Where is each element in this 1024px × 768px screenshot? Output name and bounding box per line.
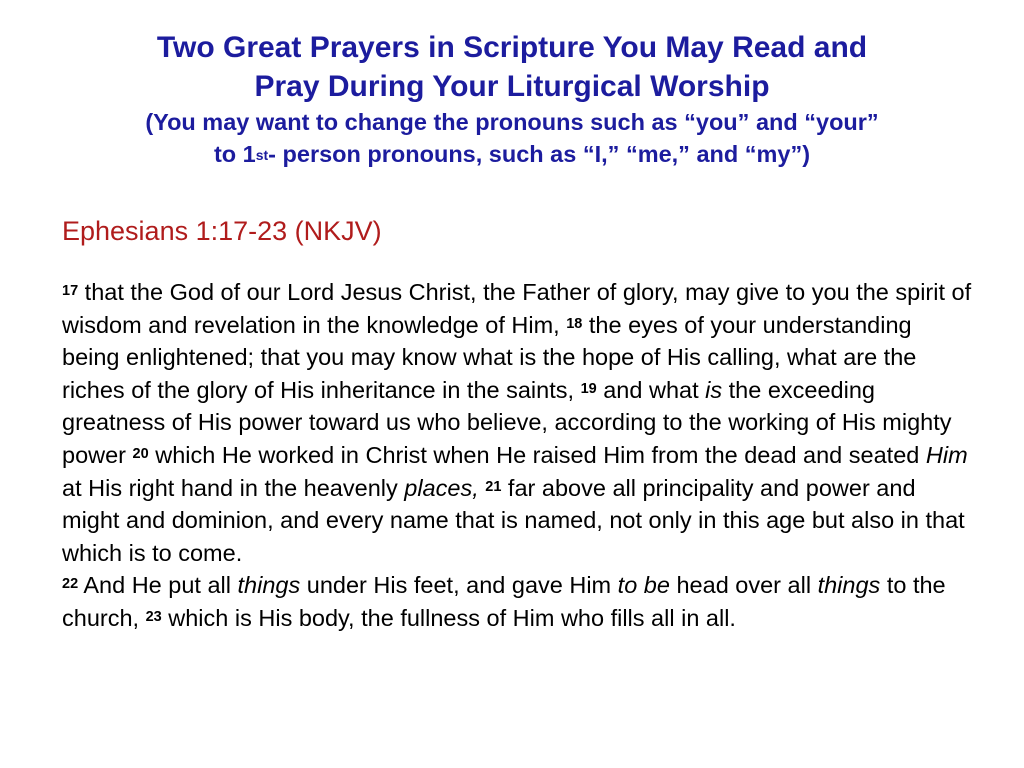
verse-italic-22a: things — [237, 572, 301, 599]
passage-paragraph-1 — [62, 276, 972, 569]
verse-text-22a: And He put all — [78, 572, 238, 599]
verse-text-19a: and what — [596, 376, 706, 403]
subtitle-pre: to 1 — [213, 141, 256, 167]
verse-text-23: which is His body, the fullness of Him who fills all in all. — [161, 604, 736, 631]
verse-number-17: 17 — [62, 283, 79, 299]
verse-text-22c: head over all — [669, 572, 818, 599]
verse-number-18: 18 — [566, 315, 583, 332]
verse-text-22b: under His feet, and gave Him — [300, 572, 618, 599]
verse-number-23: 23 — [145, 608, 162, 625]
verse-text-18: the eyes of your understanding being enlightened; that you may know what is the hope of His calling, what are the riches of the glory of His inheritance in the saints, — [62, 311, 917, 403]
verse-text-22d: to the church, — [62, 572, 946, 631]
subtitle-line-2 — [40, 138, 984, 170]
subtitle-line-1: (You may want to change the pronouns such as “you” and “your” — [145, 109, 879, 135]
verse-text-19b: the exceeding greatness of His power toward us who believe, according to the working of His mighty power — [62, 376, 952, 468]
verse-number-21: 21 — [485, 478, 502, 495]
passage-paragraph-2 — [62, 569, 972, 634]
verse-italic-19: is — [705, 376, 723, 403]
verse-italic-22b: to be — [617, 572, 670, 599]
verse-italic-22c: things — [817, 572, 881, 599]
subtitle-post: - person pronouns, such as “I,” “me,” and “my”) — [268, 141, 811, 167]
title-line-2: Pray During Your Liturgical Worship — [254, 70, 770, 103]
verse-number-19: 19 — [580, 380, 597, 397]
verse-text-20a: which He worked in Christ when He raised Him from the dead and seated — [148, 441, 926, 468]
verse-text-17: that the God of our Lord Jesus Christ, the Father of glory, may give to you the spirit of wisdom and revelation in the knowledge of Him, — [62, 279, 972, 338]
verse-italic-20b: places, — [404, 474, 479, 501]
subtitle-superscript: st — [255, 147, 269, 163]
verse-italic-20a: Him — [925, 441, 968, 468]
scripture-reference: Ephesians 1:17-23 (NKJV) — [62, 216, 382, 246]
slide-title — [40, 28, 984, 170]
verse-text-21: far above all principality and power and might and dominion, and every name that is named, not only in this age but also in that which is to come. — [62, 474, 965, 566]
scripture-passage — [62, 276, 972, 635]
verse-number-22: 22 — [62, 576, 79, 593]
verse-text-20b: at His right hand in the heavenly — [62, 474, 405, 501]
verse-number-20: 20 — [132, 445, 149, 462]
title-line-1: Two Great Prayers in Scripture You May Read and — [156, 31, 868, 64]
